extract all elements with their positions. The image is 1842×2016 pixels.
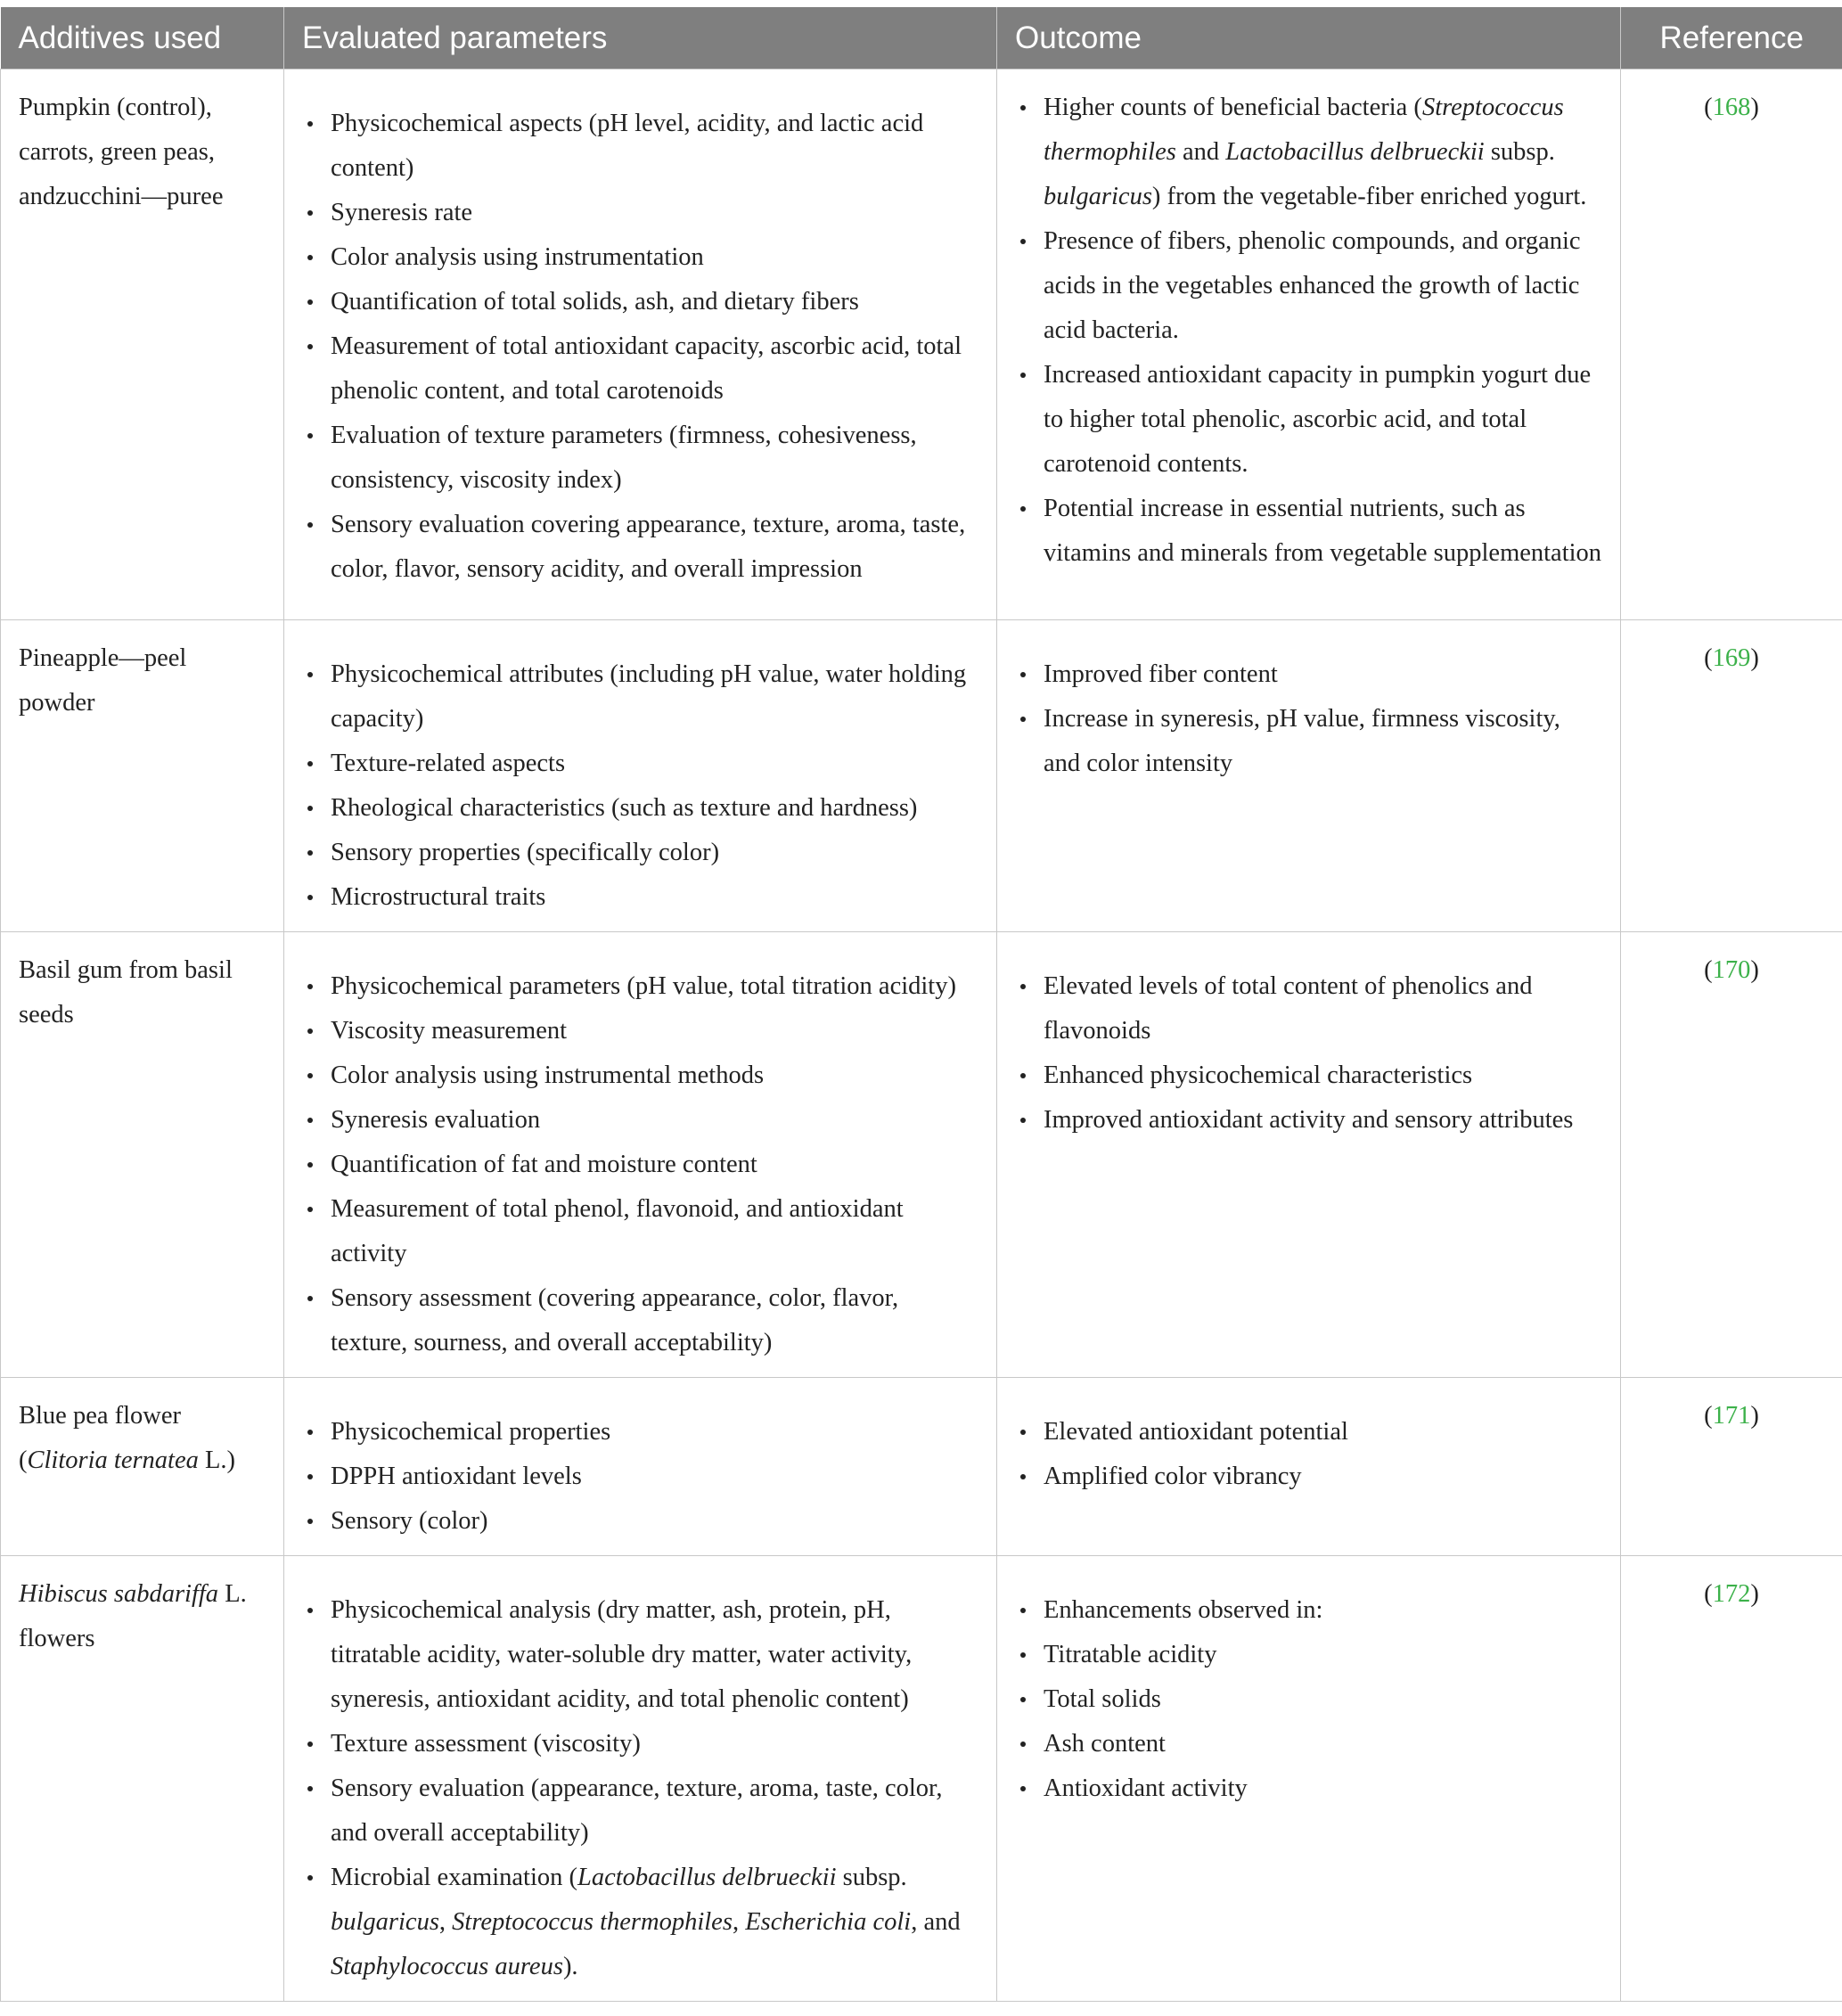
parameter-text: , and [911,1908,961,1936]
parameter-item: Measurement of total phenol, flavonoid, and antioxidant activity [293,1187,978,1276]
reference-cell [1621,932,1842,1378]
outcome-item: Titratable acidity [1006,1633,1602,1677]
additive-text: L. flowers [19,1580,247,1652]
reference-link[interactable]: 171 [1712,1402,1751,1430]
reference-cell [1621,1378,1842,1556]
parameter-item: Texture assessment (viscosity) [293,1722,978,1766]
parameter-item: Sensory properties (specifically color) [293,831,978,875]
additive-cell [1,620,284,932]
species-name: bulgaricus [331,1908,439,1936]
reference-link[interactable]: 170 [1712,956,1751,984]
ref-paren: ) [1750,94,1759,121]
ref-paren: ) [1750,1580,1759,1608]
header-additives: Additives used [1,7,284,70]
ref-paren: ) [1750,956,1759,984]
outcome-cell [997,932,1621,1378]
table-row [1,1556,1842,2002]
outcome-list [1006,652,1602,786]
species-name: Streptococcus thermophiles [1044,94,1564,166]
outcome-item: Amplified color vibrancy [1006,1455,1602,1499]
outcome-item: Ash content [1006,1722,1602,1766]
species-name: Escherichia coli [745,1908,912,1936]
parameter-text: , [732,1908,746,1936]
additive-text: Pineapple—peel powder [19,644,187,717]
additive-text: Blue pea flower [19,1402,182,1430]
parameters-cell [284,70,997,620]
parameter-item: Sensory assessment (covering appearance, color, flavor, texture, sourness, and overall acceptability) [293,1276,978,1365]
parameter-item: Color analysis using instrumental methods [293,1053,978,1098]
outcome-item: Elevated antioxidant potential [1006,1410,1602,1455]
ref-paren: ( [1704,94,1713,121]
outcome-item: Increased antioxidant capacity in pumpkin yogurt due to higher total phenolic, ascorbic acid, and total carotenoid contents. [1006,353,1602,487]
outcome-item: Elevated levels of total content of phenolics and flavonoids [1006,964,1602,1053]
parameter-item: Sensory evaluation (appearance, texture, aroma, taste, color, and overall acceptability) [293,1766,978,1856]
parameters-cell [284,932,997,1378]
parameter-item: Color analysis using instrumentation [293,235,978,280]
ref-paren: ( [1704,1580,1713,1608]
additives-table [0,7,1842,2002]
additive-text: ( [19,1446,28,1474]
reference-cell [1621,70,1842,620]
table-header-row [1,7,1842,70]
additive-cell [1,70,284,620]
outcome-text: Higher counts of beneficial bacteria ( [1044,94,1422,121]
parameters-list [293,964,978,1365]
ref-paren: ( [1704,1402,1713,1430]
parameters-cell [284,1378,997,1556]
parameter-item: Syneresis evaluation [293,1098,978,1143]
outcome-item [1006,86,1602,219]
species-name: Clitoria ternatea [27,1446,199,1474]
ref-paren: ) [1750,644,1759,672]
outcome-item: Potential increase in essential nutrients, such as vitamins and minerals from vegetable supplementation [1006,487,1602,576]
parameter-item: Microstructural traits [293,875,978,920]
outcome-item: Increase in syneresis, pH value, firmness viscosity, and color intensity [1006,697,1602,786]
additive-text: Basil gum from basil seeds [19,956,233,1028]
parameter-text: , [438,1908,453,1936]
parameter-item: Sensory (color) [293,1499,978,1544]
parameter-item: Rheological characteristics (such as texture and hardness) [293,786,978,831]
reference-link[interactable]: 168 [1712,94,1751,121]
table-row [1,1378,1842,1556]
parameters-list [293,1410,978,1544]
parameter-item: DPPH antioxidant levels [293,1455,978,1499]
additive-cell [1,1556,284,2002]
reference-link[interactable]: 172 [1712,1580,1751,1608]
additive-cell [1,932,284,1378]
table-row [1,932,1842,1378]
species-name: Lactobacillus delbrueckii [1225,138,1485,166]
parameter-item: Measurement of total antioxidant capacity, ascorbic acid, total phenolic content, and total carotenoids [293,324,978,414]
parameters-list [293,102,978,592]
species-name: bulgaricus [1044,183,1152,210]
outcome-item: Antioxidant activity [1006,1766,1602,1811]
species-name: Lactobacillus delbrueckii [577,1864,837,1891]
ref-paren: ( [1704,644,1713,672]
parameter-text: Microbial examination ( [331,1864,577,1891]
outcome-list [1006,1588,1602,1811]
parameter-item: Physicochemical analysis (dry matter, ash, protein, pH, titratable acidity, water-soluble dry matter, water activity, syneresis, antioxidant acidity, and total phenolic content) [293,1588,978,1722]
header-outcome: Outcome [997,7,1621,70]
outcome-item: Improved antioxidant activity and sensory attributes [1006,1098,1602,1143]
ref-paren: ( [1704,956,1713,984]
outcome-text: subsp. [1484,138,1555,166]
outcome-item: Improved fiber content [1006,652,1602,697]
additive-cell [1,1378,284,1556]
parameter-text: ). [562,1953,578,1980]
outcome-cell [997,620,1621,932]
outcome-item: Presence of fibers, phenolic compounds, and organic acids in the vegetables enhanced the growth of lactic acid bacteria. [1006,219,1602,353]
reference-link[interactable]: 169 [1712,644,1751,672]
header-parameters: Evaluated parameters [284,7,997,70]
parameter-item: Physicochemical attributes (including pH value, water holding capacity) [293,652,978,742]
species-name: Streptococcus thermophiles [452,1908,733,1936]
parameter-item: Sensory evaluation covering appearance, texture, aroma, taste, color, flavor, sensory acidity, and overall impression [293,503,978,592]
ref-paren: ) [1750,1402,1759,1430]
outcome-item: Enhancements observed in: [1006,1588,1602,1633]
parameter-item: Quantification of total solids, ash, and dietary fibers [293,280,978,324]
parameter-item: Physicochemical parameters (pH value, total titration acidity) [293,964,978,1009]
additive-text: L.) [198,1446,236,1474]
reference-cell [1621,620,1842,932]
parameter-item: Physicochemical aspects (pH level, acidity, and lactic acid content) [293,102,978,191]
outcome-list [1006,964,1602,1143]
parameters-cell [284,620,997,932]
parameter-item: Texture-related aspects [293,742,978,786]
table-row [1,620,1842,932]
additive-text: Pumpkin (control), carrots, green peas, andzucchini—puree [19,94,224,210]
parameters-list [293,652,978,920]
reference-cell [1621,1556,1842,2002]
parameter-item [293,1856,978,1989]
header-reference: Reference [1621,7,1842,70]
parameter-item: Syneresis rate [293,191,978,235]
parameters-list [293,1588,978,1989]
parameter-text: subsp. [836,1864,907,1891]
species-name: Staphylococcus aureus [331,1953,563,1980]
parameter-item: Quantification of fat and moisture content [293,1143,978,1187]
outcome-cell [997,1378,1621,1556]
outcome-cell [997,70,1621,620]
outcome-text: and [1175,138,1226,166]
parameter-item: Evaluation of texture parameters (firmness, cohesiveness, consistency, viscosity index) [293,414,978,503]
outcome-text: ) from the vegetable-fiber enriched yogurt. [1151,183,1587,210]
parameter-item: Physicochemical properties [293,1410,978,1455]
outcome-item: Total solids [1006,1677,1602,1722]
species-name: Hibiscus sabdariffa [19,1580,219,1608]
parameter-item: Viscosity measurement [293,1009,978,1053]
outcome-cell [997,1556,1621,2002]
outcome-list [1006,86,1602,576]
parameters-cell [284,1556,997,2002]
table-row [1,70,1842,620]
outcome-item: Enhanced physicochemical characteristics [1006,1053,1602,1098]
outcome-list [1006,1410,1602,1499]
